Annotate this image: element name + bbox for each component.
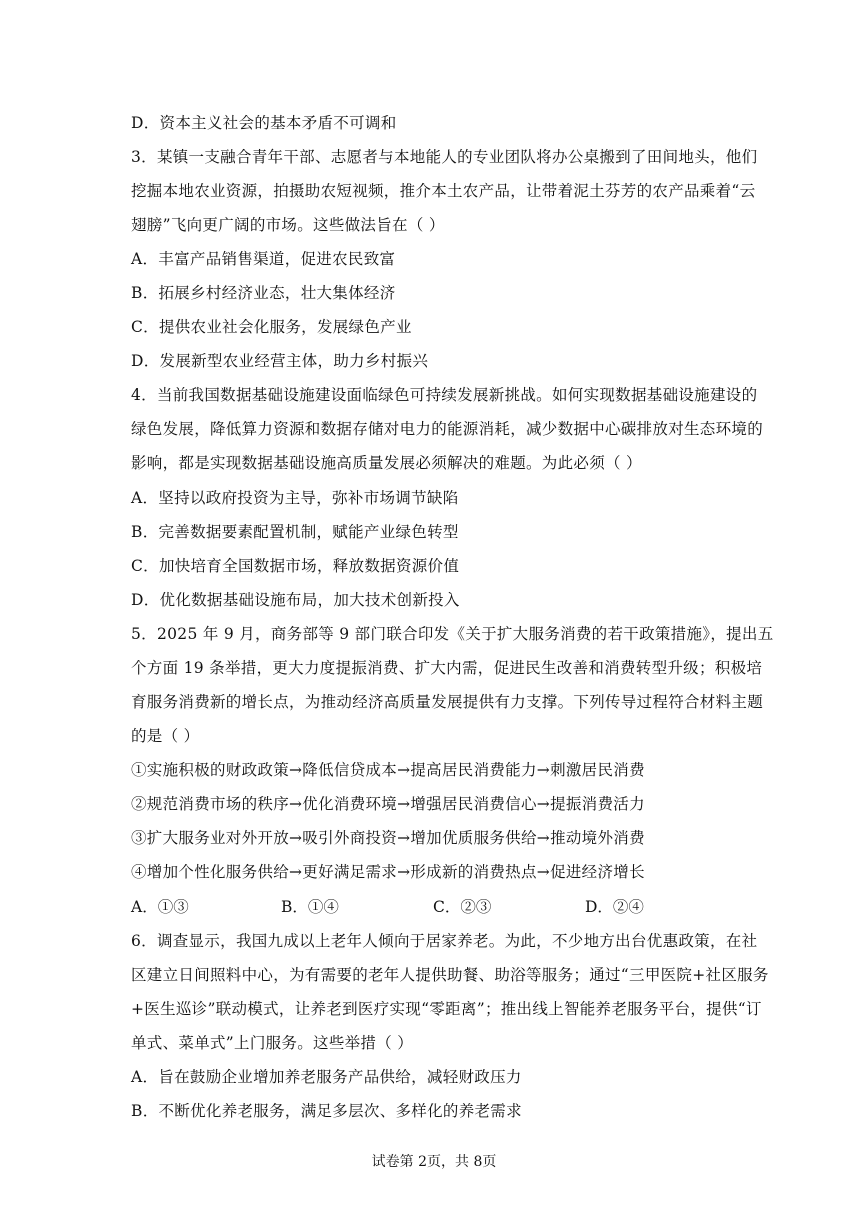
q2-option-d: D．资本主义社会的基本矛盾不可调和 xyxy=(131,114,397,132)
q6-option-b: B．不断优化养老服务，满足多层次、多样化的养老需求 xyxy=(131,1102,522,1120)
q5-option-b: B．①④ xyxy=(281,898,339,916)
q3-option-a: A．丰富产品销售渠道，促进农民致富 xyxy=(131,250,396,268)
q5-stem-line-3: 育服务消费新的增长点，为推动经济高质量发展提供有力支撑。下列传导过程符合材料主题 xyxy=(131,693,764,711)
q3-option-d: D．发展新型农业经营主体，助力乡村振兴 xyxy=(131,352,429,370)
q5-item-1: ①实施积极的财政政策→降低信贷成本→提高居民消费能力→刺激居民消费 xyxy=(131,761,645,779)
q4-option-a: A．坚持以政府投资为主导，弥补市场调节缺陷 xyxy=(131,489,459,507)
q4-option-b: B．完善数据要素配置机制，赋能产业绿色转型 xyxy=(131,523,459,541)
q5-item-3: ③扩大服务业对外开放→吸引外商投资→增加优质服务供给→推动境外消费 xyxy=(131,829,645,847)
q6-stem-line-1: 6．调查显示，我国九成以上老年人倾向于居家养老。为此，不少地方出台优惠政策，在社 xyxy=(131,932,758,950)
q5-stem-line-4: 的是（ ） xyxy=(131,727,200,745)
q4-option-d: D．优化数据基础设施布局，加大技术创新投入 xyxy=(131,591,460,609)
q5-option-c: C．②③ xyxy=(433,898,492,916)
q5-option-d: D．②④ xyxy=(585,898,644,916)
q5-item-4: ④增加个性化服务供给→更好满足需求→形成新的消费热点→促进经济增长 xyxy=(131,863,645,881)
q3-stem-line-2: 挖掘本地农业资源，拍摄助农短视频，推介本土农产品，让带着泥土芬芳的农产品乘着“云 xyxy=(131,182,756,200)
q6-option-a: A．旨在鼓励企业增加养老服务产品供给，减轻财政压力 xyxy=(131,1068,522,1086)
q6-stem-line-2: 区建立日间照料中心，为有需要的老年人提供助餐、助浴等服务；通过“三甲医院+社区服务 xyxy=(131,966,769,984)
q3-stem-line-1: 3．某镇一支融合青年干部、志愿者与本地能人的专业团队将办公桌搬到了田间地头，他们 xyxy=(131,148,758,166)
q4-stem-line-1: 4．当前我国数据基础设施建设面临绿色可持续发展新挑战。如何实现数据基础设施建设的 xyxy=(131,386,758,404)
q5-item-2: ②规范消费市场的秩序→优化消费环境→增强居民消费信心→提振消费活力 xyxy=(131,795,645,813)
q4-option-c: C．加快培育全国数据市场，释放数据资源价值 xyxy=(131,557,460,575)
q5-option-a: A．①③ xyxy=(131,898,189,916)
q4-stem-line-3: 影响，都是实现数据基础设施高质量发展必须解决的难题。为此必须（ ） xyxy=(131,454,642,472)
q6-stem-line-3: +医生巡诊”联动模式，让养老到医疗实现“零距离”；推出线上智能养老服务平台，提供“订 xyxy=(131,1000,762,1018)
q5-stem-line-1: 5．2025 年 9 月，商务部等 9 部门联合印发《关于扩大服务消费的若干政策措施》，提出五 xyxy=(131,625,774,643)
q3-option-b: B．拓展乡村经济业态，壮大集体经济 xyxy=(131,284,396,302)
q3-stem-line-3: 翅膀”飞向更广阔的市场。这些做法旨在（ ） xyxy=(131,216,445,234)
page-footer: 试卷第 2页，共 8页 xyxy=(371,1154,497,1170)
q6-stem-line-4: 单式、菜单式”上门服务。这些举措（ ） xyxy=(131,1034,414,1052)
q3-option-c: C．提供农业社会化服务，发展绿色产业 xyxy=(131,318,412,336)
q5-stem-line-2: 个方面 19 条举措，更大力度提振消费、扩大内需，促进民生改善和消费转型升级；积极培 xyxy=(131,659,763,677)
q4-stem-line-2: 绿色发展，降低算力资源和数据存储对电力的能源消耗，减少数据中心碳排放对生态环境的 xyxy=(131,420,764,438)
